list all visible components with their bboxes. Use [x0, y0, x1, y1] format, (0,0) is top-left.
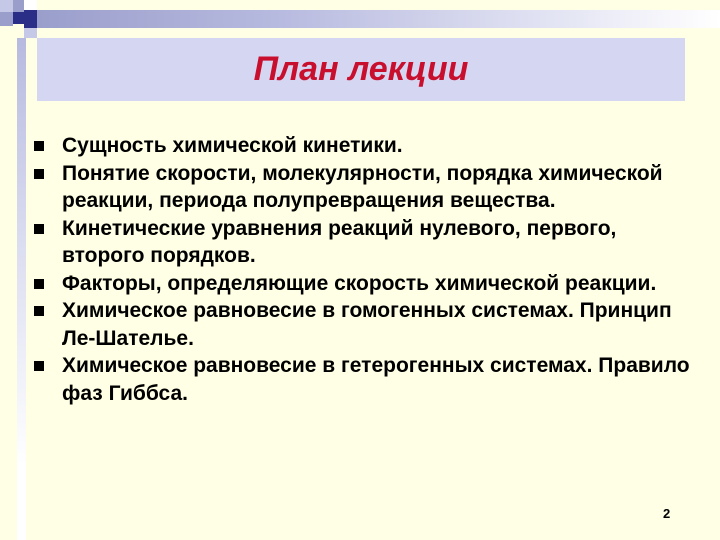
page-number: 2: [663, 506, 671, 521]
bullet-text: Химическое равновесие в гетерогенных системах. Правило фаз Гиббса.: [62, 354, 690, 405]
list-item: [34, 352, 694, 407]
corner-square-decoration: [0, 12, 13, 26]
corner-square-decoration: [24, 0, 37, 10]
bullet-text: Факторы, определяющие скорость химической реакции.: [62, 271, 657, 295]
corner-square-decoration: [13, 0, 24, 12]
bullet-text: Сущность химической кинетики.: [62, 134, 403, 157]
corner-square-decoration: [0, 0, 13, 12]
list-item: [34, 160, 694, 215]
corner-square-decoration: [24, 10, 37, 28]
square-bullet-icon: [34, 279, 44, 289]
square-bullet-icon: [34, 361, 44, 371]
square-bullet-icon: [34, 224, 44, 234]
side-gradient-bar: [17, 38, 26, 540]
bullet-text: Химическое равновесие в гомогенных системах. Принцип Ле-Шателье.: [62, 299, 672, 350]
header-gradient-bar: [37, 10, 720, 28]
list-item: [34, 270, 694, 298]
bullet-text: Понятие скорости, молекулярности, порядка химической реакции, периода полупревращения вещества.: [62, 161, 663, 212]
list-item: [34, 297, 694, 352]
corner-square-decoration: [24, 28, 37, 38]
bullet-list: [34, 132, 694, 407]
slide-title: План лекции: [253, 50, 469, 88]
list-item: [34, 215, 694, 270]
square-bullet-icon: [34, 169, 44, 179]
square-bullet-icon: [34, 306, 44, 316]
square-bullet-icon: [34, 141, 44, 151]
bullet-text: Кинетические уравнения реакций нулевого, первого, второго порядков.: [62, 216, 617, 267]
corner-square-decoration: [13, 12, 24, 24]
list-item: [34, 132, 694, 160]
